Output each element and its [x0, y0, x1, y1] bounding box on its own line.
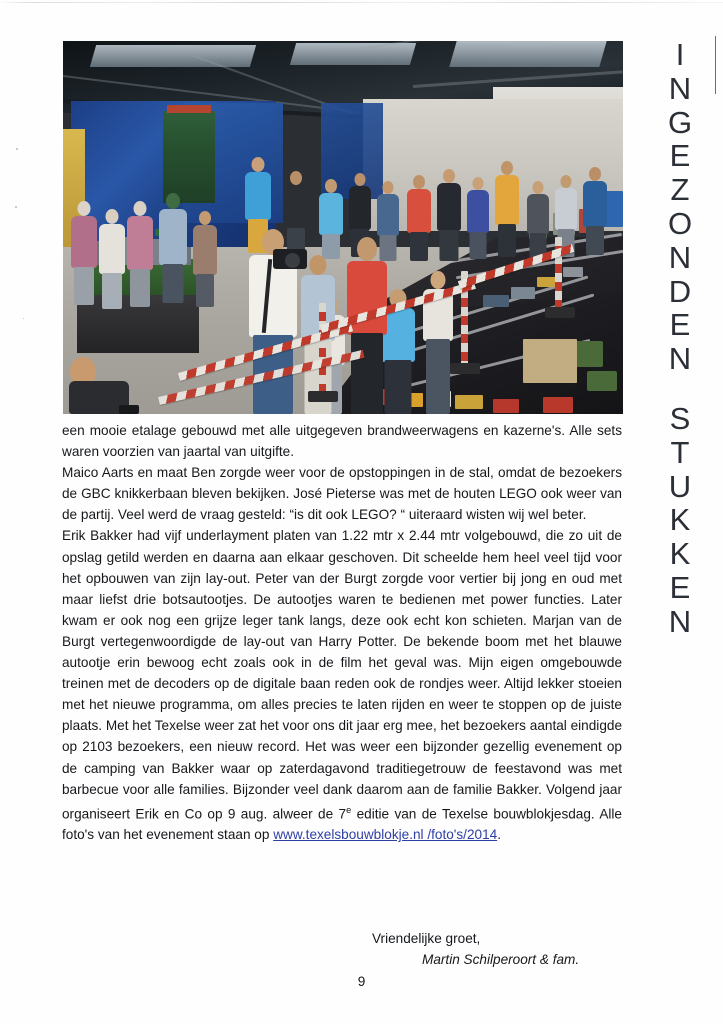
heading-letter: N: [668, 341, 692, 377]
ordinal-suffix: e: [346, 804, 352, 815]
heading-letter: I: [675, 37, 685, 72]
article-paragraph: een mooie etalage gebouwd met alle uitgegeven brandweerwagens en kazerne's. Alle sets waren voorzien van jaartal van uitgifte.: [62, 423, 622, 460]
photo-lego-vehicle: [455, 395, 483, 409]
scan-speck: [23, 318, 24, 319]
signoff-greeting: Vriendelijke groet,: [372, 931, 481, 946]
photo-visitor: [495, 161, 519, 257]
signoff-block: [62, 928, 622, 970]
photo-visitor: [127, 201, 153, 307]
article-paragraph-tail: editie van de Texelse bouwblokjesdag. Alle foto's van het evenement staan op: [62, 806, 622, 843]
photo-visitor: [467, 177, 489, 259]
heading-letter: O: [667, 205, 693, 241]
scan-speck: [15, 206, 17, 208]
scan-artifact-top-line: [0, 2, 723, 3]
article-paragraph-text: Erik Bakker had vijf underlayment platen van 1.22 mtr x 2.44 mtr volgebouwd, die zo uit de opslag getild werden en daarna aan elkaar geschoven. Dit scheelde hem heel veel tijd voor het opbouwen van zijn lay-out. Peter van der Burgt zorgde voor vertier bij jong en oud met maar liefst drie botsautootjes. De autootjes waren te bedienen met power functies. Later kwam er ook nog een grijze leger tank langs, deze ook echt kon schieten. Marjan van de Burgt vertegenwoordigde de lay-out van Harry Potter. De bekende boom met het blauwe autootje erin bewoog echt zoals ook in de film het geval was. Mijn eigen omgebouwde treinen met de decoders op de digitale baan reden ook de rondjes weer. Altijd lekker stoeien met het nieuwe programma, om alles precies te laten rijden en weer te stoppen op de juiste plaats. Met het Texelse weer zat het voor ons dit jaar erg mee, het bezoekers aantal eindigde op 2103 bezoekers, een nieuw record. Het was weer een bijzonder gezellig evenement op de camping van Bakker waar op zaterdagavond traditiegetrouw de feestavond was met barbecue voor alle families. Bijzonder veel dank daarom aan de familie Bakker. Volgend jaar organiseert Erik en Co op 9 aug. alweer de 7: [62, 528, 622, 822]
photo-lego-vehicle: [543, 397, 573, 413]
photo-lego-green-area: [587, 371, 617, 391]
photo-child: [347, 237, 387, 414]
photo-skylight: [449, 41, 606, 67]
heading-letter: N: [668, 603, 692, 639]
event-photos-link[interactable]: www.texelsbouwblokje.nl /foto's/2014: [273, 827, 498, 843]
photo-banner-header: [167, 105, 211, 113]
photo-display-banner: [163, 111, 215, 203]
photo-lego-tan-base: [523, 339, 577, 383]
photo-lego-train: [483, 295, 509, 307]
photo-skylight: [90, 45, 256, 67]
heading-letter: K: [669, 502, 691, 538]
photo-visitor: [71, 201, 97, 305]
article-body: [62, 420, 622, 845]
heading-word-gap: [657, 376, 703, 402]
heading-letter: G: [667, 104, 693, 140]
article-paragraph: [62, 525, 622, 845]
heading-letter: N: [668, 70, 692, 106]
photo-visitor: [193, 211, 217, 307]
heading-letter: T: [670, 434, 690, 470]
photo-barrier-base: [545, 307, 575, 318]
photo-lego-train: [511, 287, 535, 299]
scan-artifact-right-mark: [715, 36, 716, 94]
heading-letter: N: [668, 239, 692, 275]
page-number: 9: [357, 974, 366, 989]
heading-letter: D: [668, 273, 692, 309]
photo-lego-wagon: [563, 267, 583, 277]
photo-barrier-post: [319, 303, 326, 395]
heading-letter: E: [669, 569, 691, 605]
photo-lego-vehicle: [493, 399, 519, 413]
photo-visitor: [99, 209, 125, 309]
section-heading-vertical: [657, 38, 703, 639]
photo-visitor: [319, 179, 343, 259]
sentence-period: .: [497, 827, 501, 843]
photo-smartphone: [119, 405, 139, 414]
photo-barrier-base: [450, 363, 480, 374]
heading-letter: E: [669, 138, 691, 174]
heading-letter: Z: [670, 172, 690, 208]
heading-letter: U: [668, 468, 692, 504]
scan-speck: [16, 148, 18, 150]
heading-letter: S: [669, 400, 691, 436]
photo-visitor: [407, 175, 431, 261]
photo-visitor: [527, 181, 549, 259]
photo-camera-lens: [285, 253, 300, 268]
photo-visitor: [583, 167, 607, 255]
photo-visitor: [159, 193, 187, 303]
article-paragraph: Maico Aarts en maat Ben zorgde weer voor de opstoppingen in de stal, omdat de bezoekers de GBC knikkerbaan bleven bekijken. José Pieterse was met de houten LEGO ook weer van de partij. Veel werd de vraag gesteld: “is dit ook LEGO? “ uiteraard wisten wij wel beter.: [62, 465, 622, 523]
photo-barrier-base: [308, 391, 338, 402]
photo-visitor: [437, 169, 461, 261]
photo-skylight: [290, 43, 416, 65]
event-photograph: [63, 41, 623, 414]
photo-content: [63, 41, 623, 414]
signoff-author-name: Martin Schilperoort & fam.: [422, 952, 580, 968]
heading-letter: K: [669, 536, 691, 572]
heading-letter: E: [669, 307, 691, 343]
